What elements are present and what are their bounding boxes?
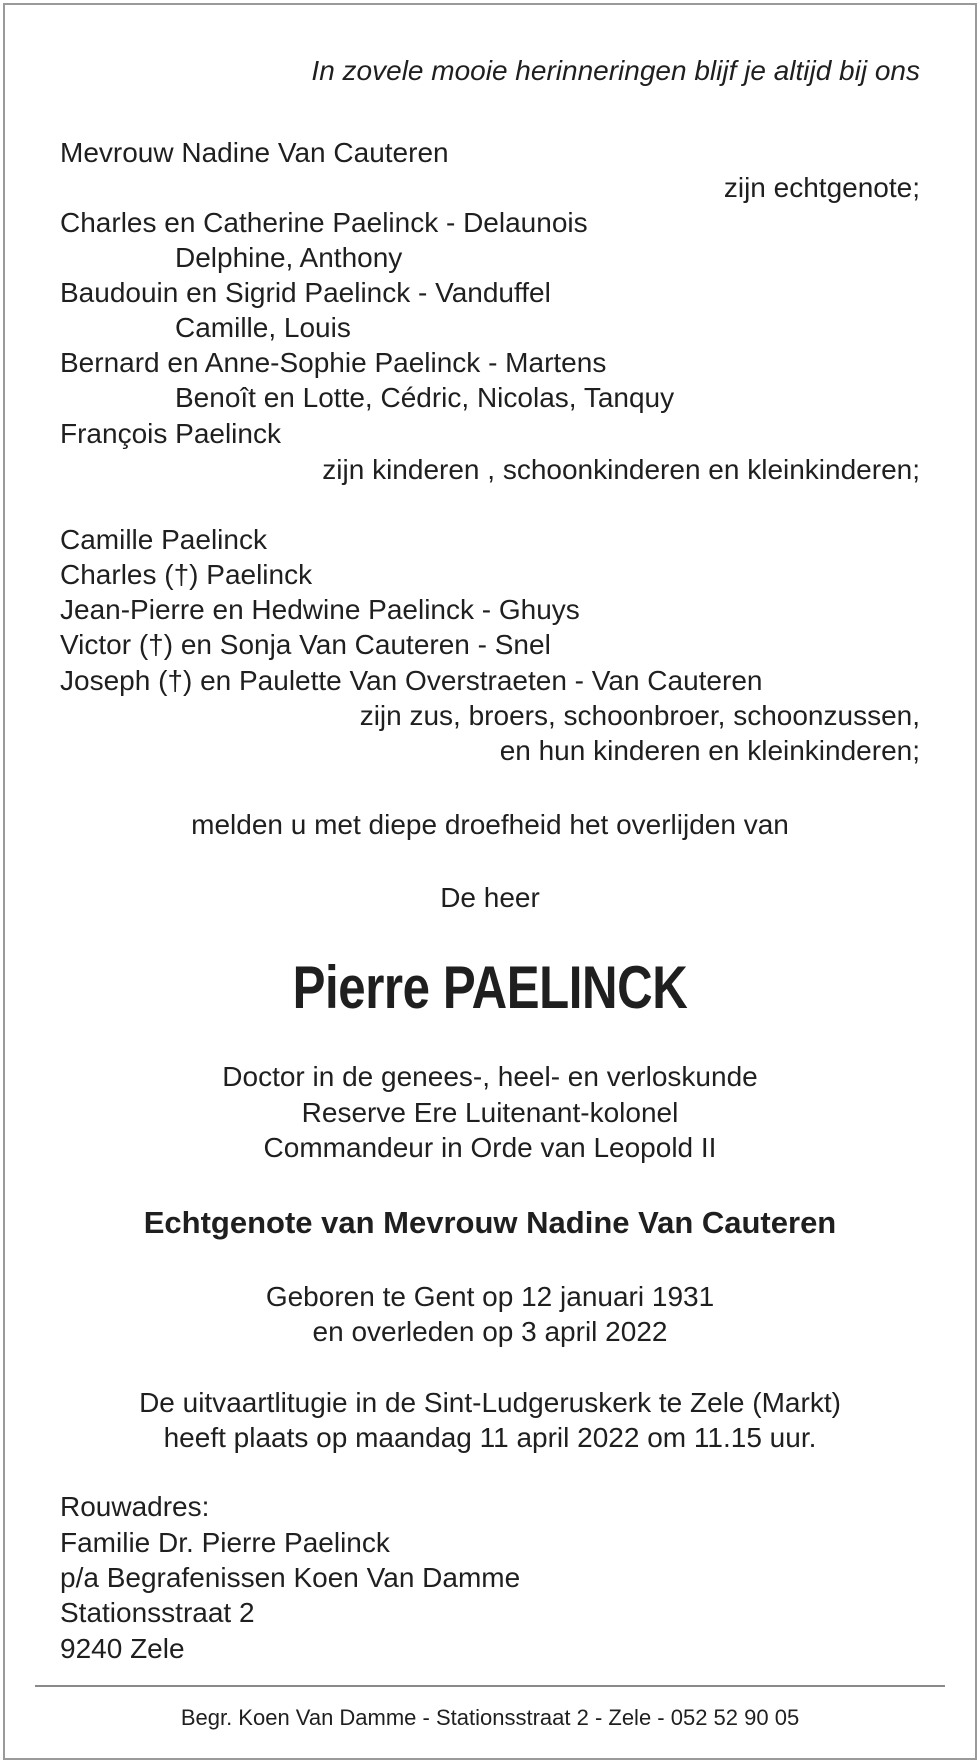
child-line: François Paelinck	[60, 418, 281, 449]
deceased-name: Pierre PAELINCK	[292, 954, 688, 1021]
grandchildren-line: Camille, Louis	[175, 312, 351, 343]
grandchildren-line: Benoît en Lotte, Cédric, Nicolas, Tanquy	[175, 382, 675, 413]
death-line: en overleden op 3 april 2022	[312, 1316, 668, 1347]
honorific: De heer	[440, 882, 540, 913]
title-line: Commandeur in Orde van Leopold II	[263, 1132, 717, 1163]
grandchildren-line: Delphine, Anthony	[175, 242, 403, 273]
child-line: Baudouin en Sigrid Paelinck - Vanduffel	[60, 277, 551, 308]
sibling-line: Victor (†) en Sonja Van Cauteren - Snel	[60, 629, 551, 660]
address-label: Rouwadres:	[60, 1491, 210, 1522]
footer-undertaker: Begr. Koen Van Damme - Stationsstraat 2 - Zele - 052 52 90 05	[180, 1705, 800, 1730]
spouse-line: Echtgenote van Mevrouw Nadine Van Cauteren	[143, 1205, 837, 1240]
spouse-name: Mevrouw Nadine Van Cauteren	[60, 137, 449, 168]
address-line: Stationsstraat 2	[60, 1597, 255, 1628]
address-line: p/a Begrafenissen Koen Van Damme	[60, 1562, 521, 1593]
title-line: Reserve Ere Luitenant-kolonel	[301, 1097, 679, 1128]
children-role: zijn kinderen , schoonkinderen en kleinkinderen;	[322, 454, 920, 485]
title-line: Doctor in de genees-, heel- en verloskunde	[222, 1061, 758, 1092]
child-line: Charles en Catherine Paelinck - Delaunois	[60, 207, 588, 238]
sibling-line: Jean-Pierre en Hedwine Paelinck - Ghuys	[60, 594, 580, 625]
announcement: melden u met diepe droefheid het overlijden van	[191, 809, 789, 840]
funeral-line: De uitvaartlitugie in de Sint-Ludgeruskerk te Zele (Markt)	[139, 1387, 841, 1418]
footer-divider	[35, 1685, 945, 1687]
funeral-time-line: heeft plaats op maandag 11 april 2022 om 11.15 uur.	[163, 1422, 817, 1453]
siblings-role: zijn zus, broers, schoonbroer, schoonzussen,	[359, 700, 920, 731]
address-line: 9240 Zele	[60, 1633, 185, 1664]
child-line: Bernard en Anne-Sophie Paelinck - Martens	[60, 347, 607, 378]
birth-line: Geboren te Gent op 12 januari 1931	[265, 1281, 715, 1312]
address-line: Familie Dr. Pierre Paelinck	[60, 1527, 390, 1558]
sibling-line: Joseph (†) en Paulette Van Overstraeten - Van Cauteren	[60, 665, 763, 696]
sibling-line: Charles (†) Paelinck	[60, 559, 313, 590]
siblings-role-continued: en hun kinderen en kleinkinderen;	[499, 735, 920, 766]
spouse-role: zijn echtgenote;	[723, 172, 920, 203]
sibling-line: Camille Paelinck	[60, 524, 267, 555]
motto: In zovele mooie herinneringen blijf je altijd bij ons	[311, 55, 920, 86]
